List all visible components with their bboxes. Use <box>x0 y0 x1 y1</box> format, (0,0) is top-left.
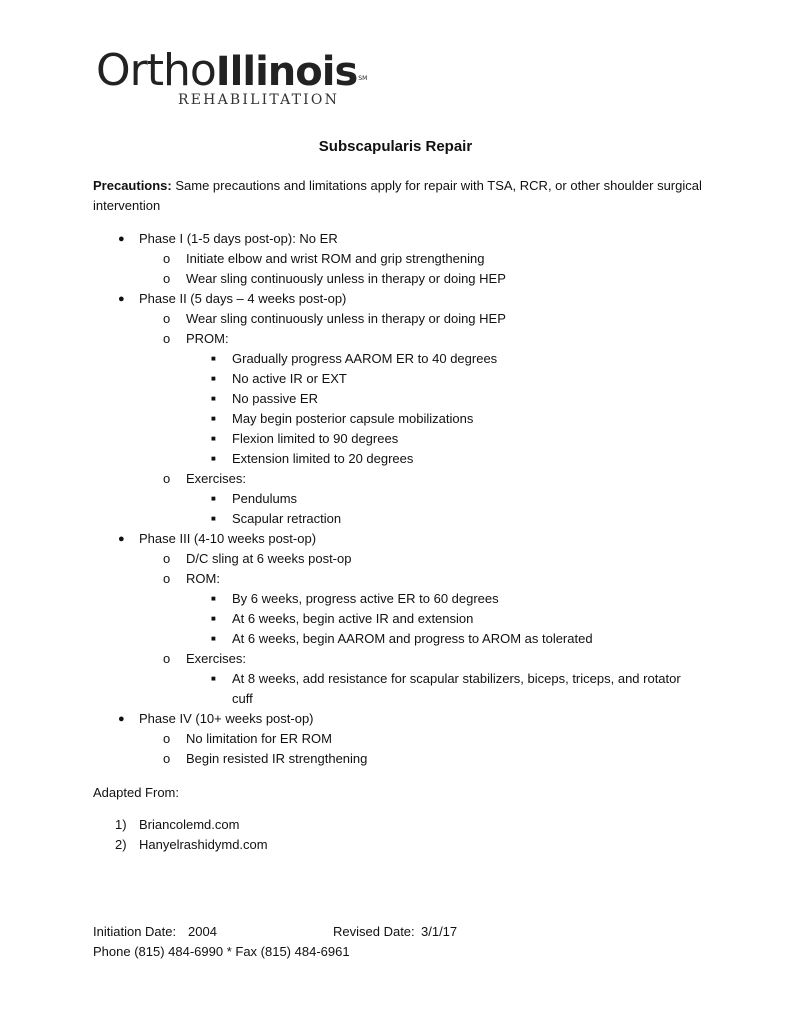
logo-brand-a: Ortho <box>96 45 216 96</box>
bullet-marker: ● <box>118 713 125 725</box>
precautions-text: Same precautions and limitations apply for repair with TSA, RCR, or other shoulder surgical intervention <box>93 178 702 213</box>
bullet-marker: ■ <box>211 454 216 463</box>
sub-item: PROM: <box>186 331 229 346</box>
detail-item: At 6 weeks, begin active IR and extension <box>232 611 474 626</box>
phase-item: Phase I (1-5 days post-op): No ER <box>139 231 338 246</box>
logo-subtitle: REHABILITATION <box>178 92 340 108</box>
phase-item: Phase II (5 days – 4 weeks post-op) <box>139 291 347 306</box>
reference-number: 1) <box>115 817 127 832</box>
initiation-date-value: 2004 <box>188 924 217 939</box>
revised-date-value: 3/1/17 <box>421 924 458 939</box>
bullet-marker: ■ <box>211 494 216 503</box>
detail-item: No passive ER <box>232 391 318 406</box>
detail-item: Pendulums <box>232 491 298 506</box>
bullet-marker: o <box>163 731 171 746</box>
contact-info: Phone (815) 484-6990 * Fax (815) 484-6961 <box>93 944 350 959</box>
bullet-marker: ● <box>118 233 125 245</box>
detail-item: Gradually progress AAROM ER to 40 degrees <box>232 351 498 366</box>
sub-item: D/C sling at 6 weeks post-op <box>186 551 352 566</box>
bullet-marker: o <box>163 311 171 326</box>
bullet-marker: ■ <box>211 514 216 523</box>
bullet-marker: o <box>163 651 171 666</box>
sub-item: Wear sling continuously unless in therapy or doing HEP <box>186 311 506 326</box>
precautions-label: Precautions: <box>93 178 172 193</box>
bullet-marker: ■ <box>211 674 216 683</box>
bullet-marker: o <box>163 751 171 766</box>
detail-item: Flexion limited to 90 degrees <box>232 431 399 446</box>
bullet-marker: o <box>163 271 171 286</box>
sub-item: Wear sling continuously unless in therapy or doing HEP <box>186 271 506 286</box>
detail-item: Extension limited to 20 degrees <box>232 451 414 466</box>
detail-item: No active IR or EXT <box>232 371 347 386</box>
bullet-marker: o <box>163 471 171 486</box>
reference-number: 2) <box>115 837 127 852</box>
revised-date-label: Revised Date: <box>333 924 415 939</box>
bullet-marker: ■ <box>211 434 216 443</box>
bullet-marker: ● <box>118 293 125 305</box>
bullet-marker: ■ <box>211 354 216 363</box>
detail-item: Scapular retraction <box>232 511 342 526</box>
phase-item: Phase IV (10+ weeks post-op) <box>139 711 314 726</box>
bullet-marker: ■ <box>211 394 216 403</box>
detail-item: At 8 weeks, add resistance for scapular stabilizers, biceps, triceps, and rotator <box>232 671 681 686</box>
sub-item: No limitation for ER ROM <box>186 731 332 746</box>
bullet-marker: o <box>163 331 171 346</box>
sub-item: Exercises: <box>186 651 246 666</box>
detail-item: May begin posterior capsule mobilizations <box>232 411 474 426</box>
bullet-marker: ■ <box>211 594 216 603</box>
sub-item: Begin resisted IR strengthening <box>186 751 368 766</box>
bullet-marker: ● <box>118 533 125 545</box>
document-title: Subscapularis Repair <box>318 138 473 155</box>
bullet-marker: ■ <box>211 414 216 423</box>
sub-item: Exercises: <box>186 471 246 486</box>
reference-item: Hanyelrashidymd.com <box>139 837 268 852</box>
detail-item: By 6 weeks, progress active ER to 60 degrees <box>232 591 499 606</box>
bullet-marker: ■ <box>211 614 216 623</box>
bullet-marker: o <box>163 551 171 566</box>
bullet-marker: ■ <box>211 374 216 383</box>
logo-brand-b: Illinois <box>215 49 358 95</box>
detail-item-continuation: cuff <box>232 691 253 706</box>
orthoillinois-logo <box>96 45 368 110</box>
precautions-paragraph <box>93 176 713 216</box>
bullet-marker: o <box>163 251 171 266</box>
bullet-marker: o <box>163 571 171 586</box>
detail-item: At 6 weeks, begin AAROM and progress to AROM as tolerated <box>232 631 593 646</box>
adapted-from-label: Adapted From: <box>93 785 179 800</box>
initiation-date-label: Initiation Date: <box>93 924 177 939</box>
reference-item: Briancolemd.com <box>139 817 240 832</box>
bullet-marker: ■ <box>211 634 216 643</box>
phase-item: Phase III (4-10 weeks post-op) <box>139 531 317 546</box>
sub-item: ROM: <box>186 571 220 586</box>
logo-service-mark: SM <box>358 75 368 82</box>
sub-item: Initiate elbow and wrist ROM and grip strengthening <box>186 251 485 266</box>
